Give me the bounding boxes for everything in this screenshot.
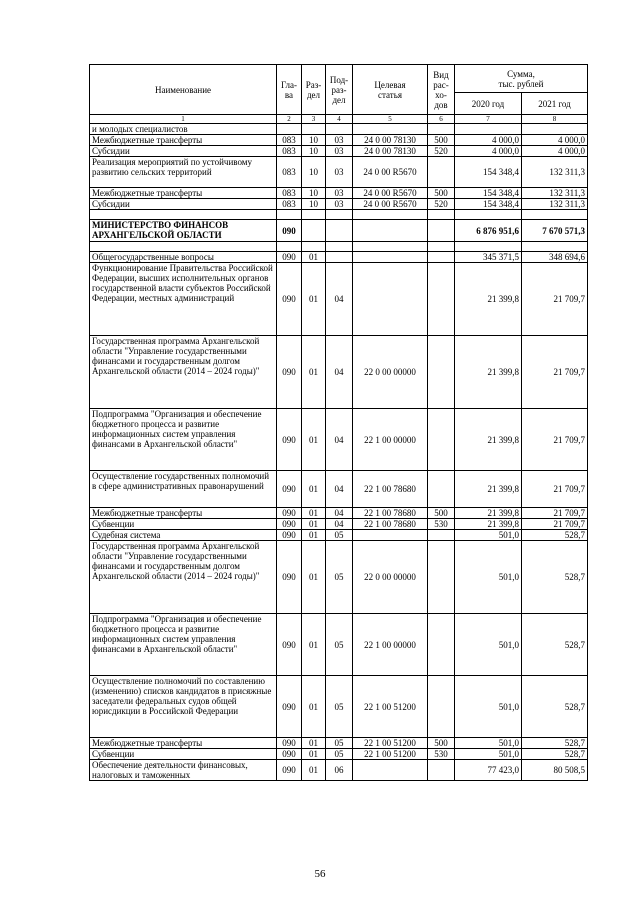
budget-table-sheet <box>89 64 587 781</box>
amount-2020-cell: 501,0 <box>455 541 522 614</box>
target-cell: 22 0 00 00000 <box>353 336 428 409</box>
col-header-name: Наименование <box>90 65 277 115</box>
target-cell: 22 1 00 00000 <box>353 409 428 471</box>
razdel-cell: 01 <box>302 252 326 263</box>
vid-cell <box>428 252 455 263</box>
table-row <box>90 676 588 738</box>
razdel-cell <box>302 220 326 242</box>
target-cell: 24 0 00 R5670 <box>353 157 428 188</box>
amount-2020-cell: 21 399,8 <box>455 409 522 471</box>
podrazdel-cell: 03 <box>326 199 353 210</box>
podrazdel-cell: 05 <box>326 614 353 676</box>
glava-cell: 090 <box>277 519 302 530</box>
glava-cell: 090 <box>277 738 302 749</box>
razdel-cell: 01 <box>302 508 326 519</box>
index-cell: 6 <box>428 115 455 124</box>
amount-2020-cell: 21 399,8 <box>455 336 522 409</box>
table-row <box>90 135 588 146</box>
target-cell <box>353 220 428 242</box>
vid-cell: 530 <box>428 749 455 760</box>
vid-cell <box>428 336 455 409</box>
glava-cell <box>277 210 302 220</box>
row-name-cell: Судебная система <box>90 530 277 541</box>
table-row <box>90 541 588 614</box>
target-cell <box>353 530 428 541</box>
amount-2021-cell: 21 709,7 <box>522 519 588 530</box>
row-name-cell: Субсидии <box>90 199 277 210</box>
amount-2021-cell: 21 709,7 <box>522 508 588 519</box>
razdel-cell: 01 <box>302 738 326 749</box>
glava-cell: 090 <box>277 614 302 676</box>
amount-2020-cell: 21 399,8 <box>455 519 522 530</box>
vid-cell: 500 <box>428 188 455 199</box>
table-row <box>90 124 588 135</box>
podrazdel-cell: 03 <box>326 157 353 188</box>
row-name-cell: Реализация мероприятий по устойчивому развитию сельских территорий <box>90 157 277 188</box>
glava-cell: 083 <box>277 199 302 210</box>
podrazdel-cell: 05 <box>326 541 353 614</box>
row-name-cell <box>90 242 277 252</box>
razdel-cell: 01 <box>302 409 326 471</box>
glava-cell: 083 <box>277 146 302 157</box>
target-cell: 22 1 00 78680 <box>353 508 428 519</box>
vid-cell <box>428 157 455 188</box>
podrazdel-cell: 04 <box>326 508 353 519</box>
podrazdel-cell: 06 <box>326 760 353 781</box>
amount-2020-cell <box>455 210 522 220</box>
podrazdel-cell: 05 <box>326 676 353 738</box>
target-cell: 24 0 00 R5670 <box>353 199 428 210</box>
podrazdel-cell <box>326 124 353 135</box>
index-cell: 4 <box>326 115 353 124</box>
podrazdel-cell <box>326 210 353 220</box>
amount-2021-cell: 528,7 <box>522 676 588 738</box>
target-cell <box>353 210 428 220</box>
amount-2021-cell: 528,7 <box>522 749 588 760</box>
vid-cell <box>428 676 455 738</box>
table-body <box>90 115 588 781</box>
vid-cell: 530 <box>428 519 455 530</box>
amount-2020-cell: 21 399,8 <box>455 508 522 519</box>
razdel-cell: 01 <box>302 676 326 738</box>
vid-cell <box>428 614 455 676</box>
target-cell: 22 1 00 51200 <box>353 676 428 738</box>
glava-cell: 090 <box>277 541 302 614</box>
vid-cell <box>428 124 455 135</box>
row-name-cell: МИНИСТЕРСТВО ФИНАНСОВ АРХАНГЕЛЬСКОЙ ОБЛАСТИ <box>90 220 277 242</box>
glava-cell: 090 <box>277 760 302 781</box>
vid-cell <box>428 242 455 252</box>
col-header-glava: Гла- ва <box>277 65 302 115</box>
row-name-cell: Субвенции <box>90 749 277 760</box>
podrazdel-cell: 03 <box>326 146 353 157</box>
row-name-cell: Государственная программа Архангельской области "Управление государственными финансами и государственным долгом Архангельской области (2014 – 2024 годы)" <box>90 541 277 614</box>
row-name-cell: Субвенции <box>90 519 277 530</box>
row-name-cell: Подпрограмма "Организация и обеспечение бюджетного процесса и развитие информационных систем управления финансами в Архангельской области" <box>90 409 277 471</box>
table-row <box>90 738 588 749</box>
row-name-cell: и молодых специалистов <box>90 124 277 135</box>
razdel-cell: 10 <box>302 146 326 157</box>
amount-2021-cell <box>522 210 588 220</box>
table-row <box>90 508 588 519</box>
row-name-cell: Обеспечение деятельности финансовых, налоговых и таможенных <box>90 760 277 781</box>
table-row <box>90 188 588 199</box>
target-cell <box>353 760 428 781</box>
index-cell: 1 <box>90 115 277 124</box>
amount-2021-cell: 348 694,6 <box>522 252 588 263</box>
table-row <box>90 199 588 210</box>
col-header-target: Целевая статья <box>353 65 428 115</box>
glava-cell: 090 <box>277 409 302 471</box>
amount-2020-cell: 77 423,0 <box>455 760 522 781</box>
glava-cell: 090 <box>277 676 302 738</box>
glava-cell: 083 <box>277 135 302 146</box>
amount-2021-cell <box>522 124 588 135</box>
podrazdel-cell: 05 <box>326 530 353 541</box>
razdel-cell: 01 <box>302 471 326 508</box>
row-name-cell: Осуществление государственных полномочий в сфере административных правонарушений <box>90 471 277 508</box>
podrazdel-cell: 05 <box>326 749 353 760</box>
table-row <box>90 157 588 188</box>
column-index-row <box>90 115 588 124</box>
amount-2020-cell: 4 000,0 <box>455 135 522 146</box>
budget-table <box>89 64 588 781</box>
amount-2021-cell: 132 311,3 <box>522 188 588 199</box>
row-name-cell: Функционирование Правительства Российской Федерации, высших исполнительных органов государственной власти субъектов Российской Федерации, местных администраций <box>90 263 277 336</box>
podrazdel-cell <box>326 242 353 252</box>
table-row <box>90 336 588 409</box>
target-cell <box>353 263 428 336</box>
row-name-cell: Общегосударственные вопросы <box>90 252 277 263</box>
glava-cell: 090 <box>277 508 302 519</box>
amount-2020-cell: 501,0 <box>455 614 522 676</box>
glava-cell: 083 <box>277 157 302 188</box>
amount-2020-cell: 21 399,8 <box>455 471 522 508</box>
glava-cell: 090 <box>277 263 302 336</box>
glava-cell: 083 <box>277 188 302 199</box>
podrazdel-cell: 04 <box>326 409 353 471</box>
amount-2020-cell: 4 000,0 <box>455 146 522 157</box>
amount-2021-cell: 132 311,3 <box>522 199 588 210</box>
vid-cell <box>428 471 455 508</box>
table-row <box>90 220 588 242</box>
target-cell: 22 1 00 78680 <box>353 519 428 530</box>
row-name-cell: Подпрограмма "Организация и обеспечение бюджетного процесса и развитие информационных систем управления финансами в Архангельской области" <box>90 614 277 676</box>
amount-2020-cell: 345 371,5 <box>455 252 522 263</box>
index-cell: 8 <box>522 115 588 124</box>
target-cell: 24 0 00 R5670 <box>353 188 428 199</box>
row-name-cell: Межбюджетные трансферты <box>90 135 277 146</box>
col-header-sum: Сумма, тыс. рублей <box>455 65 588 93</box>
glava-cell: 090 <box>277 252 302 263</box>
glava-cell <box>277 242 302 252</box>
amount-2020-cell: 501,0 <box>455 738 522 749</box>
vid-cell <box>428 530 455 541</box>
target-cell: 22 1 00 51200 <box>353 738 428 749</box>
podrazdel-cell: 03 <box>326 135 353 146</box>
target-cell: 22 1 00 78680 <box>353 471 428 508</box>
glava-cell: 090 <box>277 471 302 508</box>
podrazdel-cell: 04 <box>326 471 353 508</box>
razdel-cell: 10 <box>302 135 326 146</box>
vid-cell: 520 <box>428 199 455 210</box>
amount-2021-cell: 528,7 <box>522 614 588 676</box>
razdel-cell: 01 <box>302 519 326 530</box>
table-row <box>90 263 588 336</box>
target-cell: 22 1 00 51200 <box>353 749 428 760</box>
row-name-cell <box>90 210 277 220</box>
amount-2021-cell: 4 000,0 <box>522 146 588 157</box>
razdel-cell: 10 <box>302 188 326 199</box>
target-cell <box>353 124 428 135</box>
table-row <box>90 530 588 541</box>
table-row <box>90 749 588 760</box>
razdel-cell: 01 <box>302 541 326 614</box>
razdel-cell <box>302 210 326 220</box>
index-cell: 3 <box>302 115 326 124</box>
vid-cell: 520 <box>428 146 455 157</box>
row-name-cell: Государственная программа Архангельской области "Управление государственными финансами и государственным долгом Архангельской области (2014 – 2024 годы)" <box>90 336 277 409</box>
razdel-cell: 01 <box>302 760 326 781</box>
target-cell: 22 1 00 00000 <box>353 614 428 676</box>
vid-cell: 500 <box>428 738 455 749</box>
amount-2020-cell: 21 399,8 <box>455 263 522 336</box>
target-cell <box>353 242 428 252</box>
row-name-cell: Субсидии <box>90 146 277 157</box>
podrazdel-cell: 05 <box>326 738 353 749</box>
row-name-cell: Межбюджетные трансферты <box>90 188 277 199</box>
vid-cell <box>428 263 455 336</box>
amount-2020-cell: 154 348,4 <box>455 199 522 210</box>
page-number: 56 <box>314 868 326 880</box>
target-cell: 24 0 00 78130 <box>353 135 428 146</box>
razdel-cell: 01 <box>302 336 326 409</box>
vid-cell <box>428 541 455 614</box>
podrazdel-cell <box>326 252 353 263</box>
razdel-cell <box>302 242 326 252</box>
amount-2021-cell: 80 508,5 <box>522 760 588 781</box>
table-row <box>90 409 588 471</box>
vid-cell: 500 <box>428 508 455 519</box>
amount-2021-cell: 528,7 <box>522 530 588 541</box>
razdel-cell: 01 <box>302 749 326 760</box>
index-cell: 7 <box>455 115 522 124</box>
col-header-2020: 2020 год <box>455 93 522 115</box>
table-row <box>90 210 588 220</box>
col-header-podrazdel: Под- раз- дел <box>326 65 353 115</box>
podrazdel-cell: 03 <box>326 188 353 199</box>
amount-2020-cell: 501,0 <box>455 676 522 738</box>
amount-2020-cell: 154 348,4 <box>455 188 522 199</box>
table-row <box>90 471 588 508</box>
razdel-cell: 01 <box>302 263 326 336</box>
vid-cell: 500 <box>428 135 455 146</box>
table-row <box>90 252 588 263</box>
col-header-vid: Вид рас- хо- дов <box>428 65 455 115</box>
glava-cell: 090 <box>277 749 302 760</box>
vid-cell <box>428 220 455 242</box>
glava-cell: 090 <box>277 530 302 541</box>
table-row <box>90 146 588 157</box>
amount-2020-cell <box>455 242 522 252</box>
amount-2020-cell <box>455 124 522 135</box>
index-cell: 2 <box>277 115 302 124</box>
amount-2021-cell <box>522 242 588 252</box>
glava-cell: 090 <box>277 220 302 242</box>
target-cell <box>353 252 428 263</box>
amount-2021-cell: 21 709,7 <box>522 336 588 409</box>
amount-2020-cell: 154 348,4 <box>455 157 522 188</box>
amount-2021-cell: 21 709,7 <box>522 263 588 336</box>
podrazdel-cell: 04 <box>326 336 353 409</box>
podrazdel-cell: 04 <box>326 519 353 530</box>
razdel-cell: 10 <box>302 157 326 188</box>
amount-2020-cell: 501,0 <box>455 749 522 760</box>
glava-cell: 090 <box>277 336 302 409</box>
target-cell: 22 0 00 00000 <box>353 541 428 614</box>
vid-cell <box>428 409 455 471</box>
razdel-cell <box>302 124 326 135</box>
amount-2021-cell: 528,7 <box>522 541 588 614</box>
table-row <box>90 614 588 676</box>
glava-cell <box>277 124 302 135</box>
row-name-cell: Межбюджетные трансферты <box>90 738 277 749</box>
amount-2021-cell: 132 311,3 <box>522 157 588 188</box>
amount-2021-cell: 21 709,7 <box>522 471 588 508</box>
amount-2021-cell: 4 000,0 <box>522 135 588 146</box>
amount-2020-cell: 6 876 951,6 <box>455 220 522 242</box>
col-header-razdel: Раз- дел <box>302 65 326 115</box>
podrazdel-cell: 04 <box>326 263 353 336</box>
col-header-2021: 2021 год <box>522 93 588 115</box>
row-name-cell: Межбюджетные трансферты <box>90 508 277 519</box>
razdel-cell: 01 <box>302 614 326 676</box>
table-row <box>90 519 588 530</box>
razdel-cell: 10 <box>302 199 326 210</box>
amount-2020-cell: 501,0 <box>455 530 522 541</box>
index-cell: 5 <box>353 115 428 124</box>
podrazdel-cell <box>326 220 353 242</box>
razdel-cell: 01 <box>302 530 326 541</box>
amount-2021-cell: 7 670 571,3 <box>522 220 588 242</box>
table-row <box>90 242 588 252</box>
row-name-cell: Осуществление полномочий по составлению (изменению) списков кандидатов в присяжные заседатели федеральных судов общей юрисдикции в Российской Федерации <box>90 676 277 738</box>
table-row <box>90 760 588 781</box>
vid-cell <box>428 760 455 781</box>
amount-2021-cell: 528,7 <box>522 738 588 749</box>
target-cell: 24 0 00 78130 <box>353 146 428 157</box>
vid-cell <box>428 210 455 220</box>
amount-2021-cell: 21 709,7 <box>522 409 588 471</box>
